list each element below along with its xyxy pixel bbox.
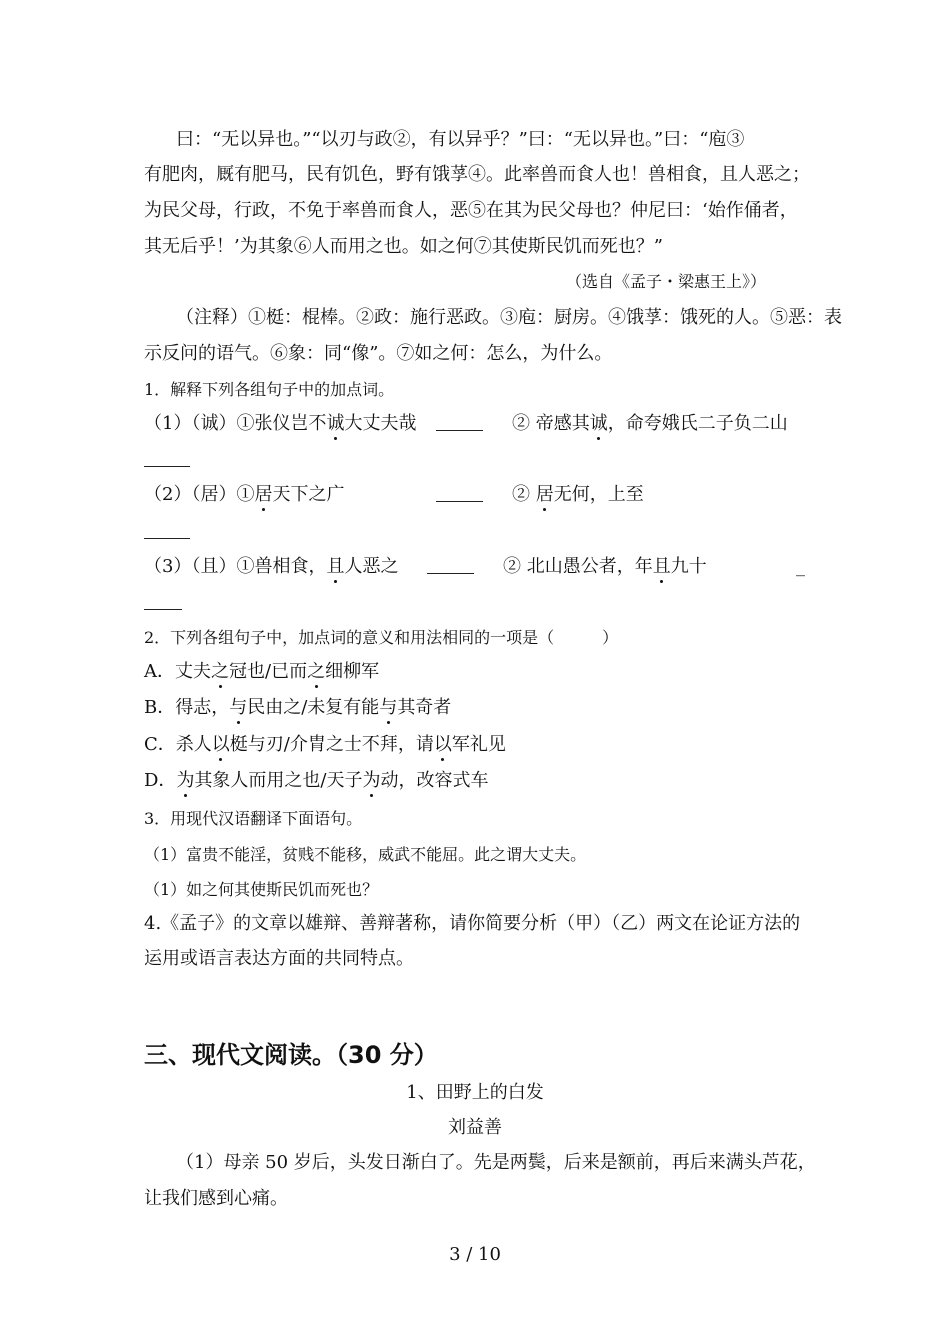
passage-source: （选自《孟子・梁惠王上》） [566,272,767,291]
emphasis-word: 为 [362,770,381,791]
answer-blank[interactable] [144,466,190,467]
emphasis-word: 且 [326,556,345,577]
answer-blank[interactable] [144,609,182,610]
emphasis-word: 之 [211,661,229,682]
q1-item-3-tail: _ [796,556,805,577]
page-number: 3 / 10 [449,1244,501,1265]
q1-item-1: （1）（诚）①张仪岂不诚大丈夫哉 [144,413,417,434]
passage-line-3: 为民父母，行政，不免于率兽而食人，恶⑤在其为民父母也？仲尼曰：‘始作俑者， [144,200,798,221]
q2-option-c[interactable]: C．杀人以梃与刃/介胄之士不拜，请以军礼见 [144,734,506,755]
q1-item-2-part-2: ② 居无何，上至 [512,484,644,505]
q3-stem: 3．用现代汉语翻译下面语句。 [144,809,363,828]
emphasis-word: 居 [254,484,273,505]
answer-blank[interactable] [436,430,483,431]
answer-blank[interactable] [144,538,190,539]
emphasis-word: 诚 [326,413,345,434]
emphasis-word: 以 [211,734,230,755]
q1-item-2: （2）（居）①居天下之广 [144,484,345,505]
q1-item-3: （3）（且）①兽相食，且人恶之 [144,556,399,577]
q2-stem: 2．下列各组句子中，加点词的意义和用法相同的一项是（ ） [144,628,619,647]
article-paragraph-1-line-1: （1）母亲 50 岁后，头发日渐白了。先是两鬓，后来是额前，再后来满头芦花， [176,1152,816,1173]
emphasis-word: 之 [307,661,326,682]
q1-item-1-part-2: ② 帝感其诚，命夸娥氏二子负二山 [512,413,788,434]
q2-option-b[interactable]: B．得志，与民由之/未复有能与其奇者 [144,697,452,718]
q2-option-d[interactable]: D．为其象人而用之也/天子为动，改容式车 [144,770,489,791]
notes-line-1: （注释）①梃：棍棒。②政：施行恶政。③庖：厨房。④饿莩：饿死的人。⑤恶：表 [176,307,842,328]
q1-item-3-part-2: ② 北山愚公者，年且九十 [503,556,707,577]
q2-option-a[interactable]: A．丈夫之冠也/已而之细柳军 [144,661,380,682]
emphasis-word: 居 [535,484,554,505]
article-paragraph-1-line-2: 让我们感到心痛。 [144,1188,288,1209]
emphasis-word: 诚 [589,413,608,434]
passage-line-1: 曰：“无以异也。”“以刃与政②，有以异乎？”曰：“无以异也。”曰：“庖③ [176,129,745,150]
answer-blank[interactable] [436,501,483,502]
q3-sentence-2: （1）如之何其使斯民饥而死也？ [144,880,379,899]
emphasis-word: 与 [229,697,248,718]
passage-line-2: 有肥肉，厩有肥马，民有饥色，野有饿莩④。此率兽而食人也！兽相食，且人恶之； [144,164,810,185]
article-author: 刘益善 [448,1117,502,1138]
emphasis-word: 与 [379,697,398,718]
article-title: 1、田野上的白发 [406,1082,544,1103]
emphasis-word: 以 [433,734,452,755]
emphasis-word: 为 [176,770,195,791]
section-title: 三、现代文阅读。（30 分） [144,1041,438,1069]
notes-line-2: 示反问的语气。⑥象：同“像”。⑦如之何：怎么，为什么。 [144,343,613,364]
answer-blank[interactable] [427,573,474,574]
q4-line-2: 运用或语言表达方面的共同特点。 [144,948,414,969]
emphasis-word: 且 [652,556,671,577]
q4-line-1: 4.《孟子》的文章以雄辩、善辩著称，请你简要分析（甲）（乙）两文在论证方法的 [144,913,801,934]
passage-line-4: 其无后乎！’为其象⑥人而用之也。如之何⑦其使斯民饥而死也？” [144,236,663,257]
q3-sentence-1: （1）富贵不能淫，贫贱不能移，威武不能屈。此之谓大丈夫。 [144,845,587,864]
q1-stem: 1．解释下列各组句子中的加点词。 [144,380,395,399]
